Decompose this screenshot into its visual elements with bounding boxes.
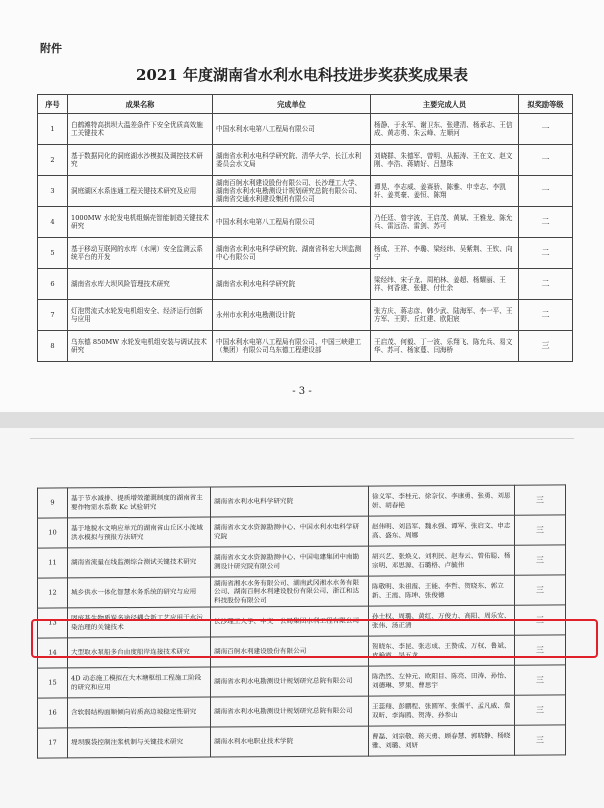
row-number: 15: [38, 668, 68, 698]
table-row: [38, 725, 566, 758]
achievement-name: 基于节水减排、提质增效灌溉制度的湖南省主要作物需水系数 Kc 试验研究: [68, 487, 211, 518]
table-row: [38, 238, 573, 269]
award-level: 三: [519, 331, 573, 362]
achievement-name: 4D 动态施工模拟在大木塘枢纽工程施工阶段的研究和应用: [68, 667, 211, 698]
main-personnel: 梁经纬、宋子龙、周柏林、姜超、杨耀丽、王祥、何香建、张健、付仕余: [371, 269, 519, 300]
table-header-row: [38, 95, 573, 114]
achievement-name: 含软弱结构面顺倾向岩质高边坡稳定性研究: [68, 697, 211, 728]
completing-unit: 湖南省水利水电勘测设计规划研究总院有限公司: [211, 696, 369, 727]
completing-unit: 湖南百舸水利建设股份有限公司、长沙理工大学、湖南省水利水电勘测设计规划研究总院有限公司、湖南省交通水利建设集团有限公司: [213, 176, 371, 207]
achievement-name: 洞庭湖区水系连通工程关键技术研究及应用: [68, 176, 213, 207]
table-row: [38, 695, 566, 728]
main-personnel: 杨成、王祥、李璐、梁经纬、吴紫荆、王钦、向宁: [371, 238, 519, 269]
col-header-unit: 完成单位: [213, 95, 371, 114]
completing-unit: 湖南省水利水电科学研究院: [211, 486, 369, 517]
row-number: 14: [38, 638, 68, 668]
row-number: 2: [38, 145, 68, 176]
completing-unit: 中国水利水电第八工程局有限公司: [213, 207, 371, 238]
main-personnel: 张方庆、蒋志彦、韩少武、陆海军、李一平、王方军、王野、丘红建、欧阳宸: [371, 300, 519, 331]
table-row: [38, 300, 573, 331]
award-level: 三: [515, 635, 566, 665]
achievement-name: 白鹤滩特高拱坝大温差条件下安全优质高效施工关键技术: [68, 114, 213, 145]
completing-unit: 湖南省水利水电勘测设计规划研究总院有限公司: [211, 666, 369, 697]
main-personnel: 贺晓东、李昆、张志成、王赞成、万权、鲁斌、皮艳霞、吴五龙: [369, 635, 515, 666]
table-row: [38, 331, 573, 362]
table-row: [38, 176, 573, 207]
completing-unit: 湖南省水利水电科学研究院: [213, 269, 371, 300]
col-header-people: 主要完成人员: [371, 95, 519, 114]
table-row: [38, 665, 566, 698]
page-separator: [0, 412, 604, 428]
award-level: 三: [515, 545, 566, 575]
achievement-name: 乌东德 850MW 水轮发电机组安装与调试技术研究: [68, 331, 213, 362]
main-personnel: 曹磊、刘宗敬、蒋天勇、顾春慧、郭晓静、杨晓雅、刘璐、刘妍: [369, 725, 515, 756]
completing-unit: 中国水利水电第八工程局有限公司、中国三峡建工（集团）有限公司乌东德工程建设部: [213, 331, 371, 362]
table-row: [38, 575, 566, 608]
completing-unit: 永州市水利水电勘测设计院: [213, 300, 371, 331]
row-number: 17: [38, 728, 68, 758]
award-level: 三: [515, 605, 566, 635]
row-number: 11: [38, 548, 68, 578]
achievement-name: 湖南省流量在线监测综合测试关键技术研究: [68, 547, 211, 578]
row-number: 4: [38, 207, 68, 238]
attachment-label: 附件: [40, 42, 62, 55]
page-title: 2021 年度湖南省水利水电科技进步奖获奖成果表: [136, 66, 468, 84]
award-level: 二: [519, 269, 573, 300]
completing-unit: 湖南省水文水资源勘测中心、中国水利水电科学研究院: [211, 516, 369, 547]
achievement-name: 大型取水泵船多台由度船岸连接技术研究: [68, 637, 211, 668]
row-number: 5: [38, 238, 68, 269]
main-personnel: 谭晃、李志威、姜赛骄、陈雅、申幸志、李凯轩、姜英豪、姜恒、陈翔: [371, 176, 519, 207]
row-number: 16: [38, 698, 68, 728]
main-personnel: 孙士权、周璐、黄红、万俊力、高阳、周乐安、张伟、汤正清: [369, 605, 515, 636]
achievement-name: 1000MW 水轮发电机组蜗壳智能制造关键技术研究: [68, 207, 213, 238]
table-row: [38, 145, 573, 176]
achievement-name: 基于移动互联网的水库（水闸）安全监测云系统平台的开发: [68, 238, 213, 269]
col-header-name: 成果名称: [68, 95, 213, 114]
table-row: [38, 269, 573, 300]
award-level: 三: [515, 725, 566, 755]
completing-unit: 中国水利水电第八工程局有限公司: [213, 114, 371, 145]
completing-unit: 湖南百舸水利建设股份有限公司: [211, 636, 369, 667]
award-level: 二: [519, 300, 573, 331]
row-number: 13: [38, 608, 68, 638]
achievement-name: 湖南省水库大坝风险管理技术研究: [68, 269, 213, 300]
main-personnel: 陈敬明、朱祖霞、王能、李哲、贺晓东、郭立新、王霞、陈坤、张俊德: [369, 575, 515, 606]
main-personnel: 徐义军、李桂元、徐奈仪、李康勇、张勇、刘思妍、胡春艳: [369, 485, 515, 516]
row-number: 8: [38, 331, 68, 362]
completing-unit: 湖南省水文水资源勘测中心、中国电建集团中南勘测设计研究院有限公司: [211, 546, 369, 577]
main-personnel: 王蕊翔、彭鹏程、张圆军、张儒平、孟凡威、詹双昕、李海鸥、贺涛、孙参山: [369, 695, 515, 726]
completing-unit: 湖南省水利水电科学研究院、清华大学、长江水利委员会水文局: [213, 145, 371, 176]
row-number: 9: [38, 488, 68, 518]
award-level: 二: [519, 238, 573, 269]
main-personnel: 陈浩然、左仲元、欧阳目、陈亮、田涛、孙怡、刘德琳、罗果、曹思宇: [369, 665, 515, 696]
completing-unit: 湖南水利水电职业技术学院: [211, 726, 369, 757]
awards-table-page-1: [37, 94, 573, 362]
achievement-name: 城乡供水一体化智慧水务系统的研究与应用: [68, 577, 211, 608]
table-row: [38, 515, 566, 548]
award-level: 一: [519, 176, 573, 207]
row-number: 1: [38, 114, 68, 145]
award-level: 二: [519, 207, 573, 238]
col-header-no: 序号: [38, 95, 68, 114]
achievement-name: 固废基生物质炭多途径耦合新工艺应用于水污染治理的关键技术: [68, 607, 211, 638]
achievement-name: 灯泡贯流式水轮发电机组安全、经济运行创新与应用: [68, 300, 213, 331]
row-number: 3: [38, 176, 68, 207]
completing-unit: 长沙理工大学、中交一公局集团水利工程有限公司: [211, 606, 369, 637]
row-number: 6: [38, 269, 68, 300]
main-personnel: 胡兴艺、张焕义、刘利民、赵寿云、曾佑聪、杨宗明、邓思源、石璐格、卢毓伟: [369, 545, 515, 576]
award-level: 三: [515, 515, 566, 545]
table-row: [38, 545, 566, 578]
achievement-name: 堤坝膜袋控制注浆机制与关键技术研究: [68, 727, 211, 758]
row-number: 12: [38, 578, 68, 608]
col-header-level: 拟奖励等级: [519, 95, 573, 114]
table-row: [38, 207, 573, 238]
row-number: 7: [38, 300, 68, 331]
completing-unit: 湖南省水利水电科学研究院、湖南省科宏大坝监测中心有限公司: [213, 238, 371, 269]
achievement-name: 基于地貌水文响应单元的湖南省山丘区小流域洪水模拟与预报方法研究: [68, 517, 211, 548]
award-level: 三: [515, 485, 566, 515]
page-edge-shadow: [30, 438, 574, 439]
award-level: 一: [519, 145, 573, 176]
achievement-name: 基于数据同化的洞庭湖水沙模拟及调控技术研究: [68, 145, 213, 176]
main-personnel: 王启茂、何毅、丁一波、乐翔飞、陈允兵、易文华、苏可、杨家蔓、闫海桥: [371, 331, 519, 362]
award-level: 三: [515, 575, 566, 605]
table-row: [38, 114, 573, 145]
award-level: 三: [515, 665, 566, 695]
award-level: 一: [519, 114, 573, 145]
table-row: [38, 485, 566, 518]
main-personnel: 赵伟明、刘昌军、魏永强、谭军、张启文、申志高、盛东、周娜: [369, 515, 515, 546]
page-number: - 3 -: [292, 386, 312, 397]
main-personnel: 刘晓群、朱德军、曾明、从振涛、王在文、赵文刚、李浩、蒋婧好、吕慧珠: [371, 145, 519, 176]
main-personnel: 乃任廷、曾宇波、王启茂、黄斌、王雅龙、陈允兵、雷远浩、雷剑、苏可: [371, 207, 519, 238]
main-personnel: 杨静、于永军、谢卫东、张建清、杨承志、王信成、黄志勇、朱云峰、左顺河: [371, 114, 519, 145]
row-number: 10: [38, 518, 68, 548]
award-level: 三: [515, 695, 566, 725]
highlight-box-row-13: [31, 619, 598, 658]
completing-unit: 湖南省湘水水务有限公司、湖南武冈湘水水务有限公司、湖南百舸水利建设股份有限公司、浙江和达科技股份有限公司: [211, 576, 369, 607]
